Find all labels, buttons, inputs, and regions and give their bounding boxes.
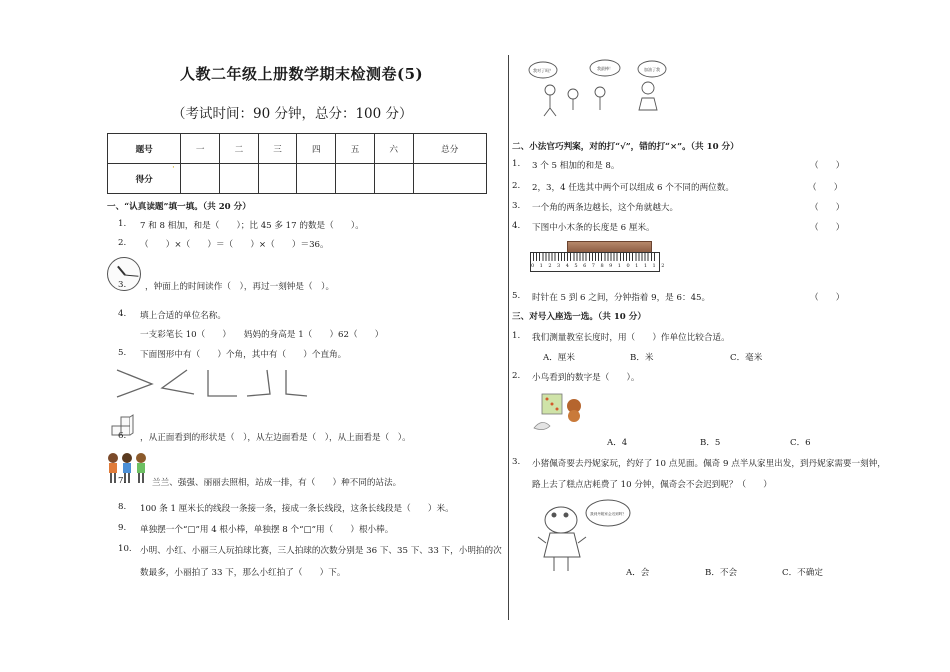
score-table-cell: 一	[181, 134, 220, 164]
right-angle-shape	[208, 370, 237, 396]
three-children-icon	[104, 450, 150, 486]
judge-3: 一个角的两条边越长，这个角就越大。	[532, 203, 679, 213]
score-table	[107, 133, 487, 194]
bubble-text: 加油了我	[644, 67, 660, 72]
question-number: 5.	[118, 348, 127, 358]
question-7: 兰兰、强强、丽丽去照相，站成一排，有（ ）种不同的站法。	[152, 478, 402, 488]
answer-paren[interactable]: （ ）	[808, 183, 843, 193]
choice-3: 小猪佩奇要去丹妮家玩，约好了 10 点见面。佩奇 9 点半从家里出发，到丹妮家需要一刻钟，	[532, 459, 886, 469]
angle-shape	[162, 370, 194, 394]
option-b[interactable]: B．米	[630, 353, 654, 363]
ruler-numbers: 0123456789101112	[531, 263, 670, 269]
question-number: 3.	[118, 280, 127, 290]
choice-1: 我们测量教室长度时，用（ ）作单位比较合适。	[532, 333, 730, 343]
score-entry-cell[interactable]	[336, 164, 375, 194]
score-entry-cell[interactable]	[181, 164, 220, 194]
score-table-score-row	[108, 164, 487, 194]
question-number: 1.	[512, 331, 521, 341]
option-c[interactable]: C．毫米	[730, 353, 763, 363]
section-3-title: 三、对号入座选一选。（共 10 分）	[512, 312, 646, 322]
option-b[interactable]: B．5	[700, 438, 721, 448]
answer-paren[interactable]: （ ）	[810, 293, 845, 303]
question-number: 5.	[512, 291, 521, 301]
ruler-icon	[530, 252, 670, 272]
question-8: 100 条 1 厘米长的线段一条接一条，接成一条长线段，这条长线段是（ ）米。	[140, 504, 454, 514]
answer-paren[interactable]: （ ）	[810, 161, 845, 171]
question-6: ，从正面看到的形状是（ ），从左边面看是（ ），从上面看是（ ）。	[140, 433, 411, 443]
question-number: 8.	[118, 502, 127, 512]
score-table-cell: 得分	[108, 164, 181, 194]
judge-5: 时针在 5 到 6 之间，分钟指着 9，是 6：45。	[532, 293, 711, 303]
score-table-cell: 六	[374, 134, 413, 164]
question-3: ，钟面上的时间读作（ ），再过一刻钟是（ ）。	[145, 282, 335, 292]
score-table-cell: 三	[258, 134, 297, 164]
question-number: 2.	[118, 238, 127, 248]
question-number: 2.	[512, 181, 521, 191]
angle-shape	[247, 370, 270, 396]
score-table-cell: 二	[220, 134, 259, 164]
score-table-cell: 五	[336, 134, 375, 164]
ruler-ticks	[533, 253, 657, 261]
scan-dot: ·	[172, 163, 175, 173]
peppa-pig-icon	[536, 495, 632, 575]
question-4: 填上合适的单位名称。	[140, 311, 226, 321]
bird-and-dice-icon	[530, 388, 586, 438]
answer-paren[interactable]: （ ）	[810, 203, 845, 213]
question-1: 7 和 8 相加，和是（ ）；比 45 多 17 的数是（ ）。	[140, 221, 364, 231]
option-a[interactable]: A．会	[626, 568, 650, 578]
bubble-text: 我最棒！	[597, 66, 613, 71]
judge-1: 3 个 5 相加的和是 8。	[532, 161, 620, 171]
question-2: （ ）×（ ）＝（ ）×（ ）＝36。	[140, 240, 329, 250]
bubble-text: 我对了吗？	[533, 68, 553, 73]
section-1-title: 一、“认真读题”填一填。（共 20 分）	[107, 202, 251, 212]
question-number: 2.	[512, 371, 521, 381]
option-a[interactable]: A．4	[607, 438, 628, 448]
question-number: 1.	[512, 159, 521, 169]
question-10-continued: 数最多，小丽拍了 33 下，那么小红拍了（ ）下。	[140, 568, 346, 578]
score-table-header-row	[108, 134, 487, 164]
score-table-cell: 总分	[413, 134, 486, 164]
option-c[interactable]: C．不确定	[782, 568, 823, 578]
question-number: 6.	[118, 431, 127, 441]
score-entry-cell[interactable]	[220, 164, 259, 194]
option-b[interactable]: B．不会	[705, 568, 738, 578]
question-number: 1.	[118, 219, 127, 229]
question-10: 小明、小红、小丽三人玩拍球比赛，三人拍球的次数分别是 36 下、35 下、33 下，小明拍的次	[140, 546, 502, 556]
children-speech-bubbles-icon	[528, 58, 668, 118]
score-entry-cell[interactable]	[297, 164, 336, 194]
answer-paren[interactable]: （ ）	[810, 223, 845, 233]
score-entry-cell[interactable]	[413, 164, 486, 194]
score-table-cell: 四	[297, 134, 336, 164]
question-9: 单独摆一个“□”用 4 根小棒，单独摆 8 个“□”用（ ）根小棒。	[140, 525, 394, 535]
choice-2: 小鸟看到的数字是（ ）。	[532, 373, 640, 383]
question-number: 3.	[512, 457, 521, 467]
bubble-text: 我到丹妮家会迟到吗？	[590, 512, 626, 516]
option-c[interactable]: C．6	[790, 438, 811, 448]
question-number: 7.	[118, 476, 127, 486]
choice-3-continued: 路上去了糕点店耗费了 10 分钟，佩奇会不会迟到呢？（ ）	[532, 480, 772, 490]
angle-figures-icon	[112, 366, 312, 401]
column-divider	[508, 55, 509, 620]
score-entry-cell[interactable]	[258, 164, 297, 194]
angle-shape	[286, 370, 307, 396]
score-table-cell: 题号	[108, 134, 181, 164]
judge-4: 下图中小木条的长度是 6 厘米。	[532, 223, 655, 233]
section-2-title: 二、小法官巧判案，对的打“√”，错的打“×”。（共 10 分）	[512, 142, 739, 152]
judge-2: 2，3，4 任选其中两个可以组成 6 个不同的两位数。	[532, 183, 734, 193]
score-entry-cell[interactable]	[374, 164, 413, 194]
angle-shape	[117, 370, 152, 397]
question-4-items: 一支彩笔长 10（ ） 妈妈的身高是 1（ ）62（ ）	[140, 330, 384, 340]
question-number: 4.	[512, 221, 521, 231]
question-number: 9.	[118, 523, 127, 533]
exam-info: （考试时间：90 分钟，总分：100 分）	[172, 106, 413, 122]
question-5: 下面图形中有（ ）个角，其中有（ ）个直角。	[140, 350, 347, 360]
option-a[interactable]: A．厘米	[543, 353, 575, 363]
question-number: 3.	[512, 201, 521, 211]
page-title: 人教二年级上册数学期末检测卷(5)	[180, 65, 424, 83]
question-number: 4.	[118, 309, 127, 319]
question-number: 10.	[118, 544, 132, 554]
clock-minute-hand	[124, 275, 138, 277]
